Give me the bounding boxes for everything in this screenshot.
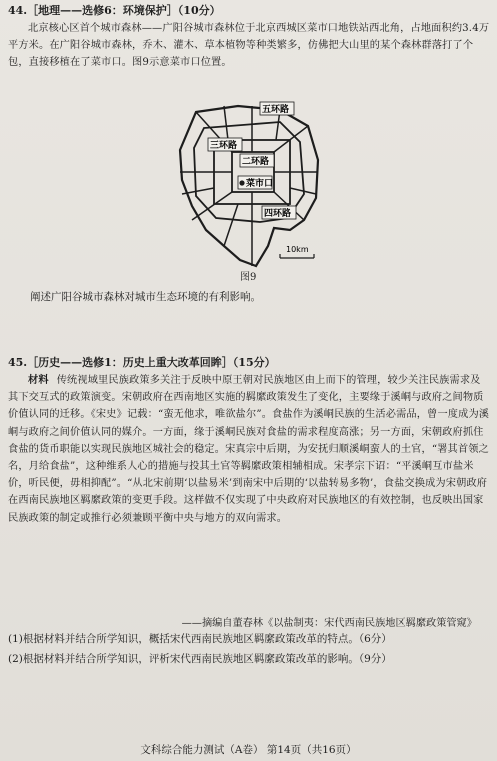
figure-caption: 图9 xyxy=(240,272,257,283)
q45-sub2: (2)根据材料并结合所学知识，评析宋代西南民族地区羁縻政策改革的影响。（9分） xyxy=(8,653,392,665)
label-ring-2: 二环路 xyxy=(242,157,270,167)
q44-intro: 北京核心区首个城市森林——广阳谷城市森林位于北京西城区菜市口地铁站西北角，占地面积约3.4万平方米。在广阳谷城市森林，乔木、灌木、草本植物等种类繁多，仿佛把大山里的某个森林群落打了个包，直接移植在了菜市口。图9示意菜市口位置。 xyxy=(8,23,490,69)
q45-material xyxy=(8,372,490,527)
scale-bar xyxy=(280,254,314,258)
q44-header: 44.［地理——选修6：环境保护］（10分） xyxy=(8,4,221,17)
figure-9-map xyxy=(168,90,328,280)
label-caishikou: 菜市口 xyxy=(246,179,274,189)
material-text: 传统视域里民族政策多关注于反映中原王朝对民族地区由上而下的管理，较少关注民族需求及其下交互式的政策演变。宋朝政府在西南地区实施的羁縻政策发生了变化，主要缘于溪峒与政府之间物质价值认同的迁移。《宋史》记载：“蛮无他求，唯欲盐尔”。食盐作为溪峒民族的生活必需品，曾一度成为溪峒与政府之间价值认同的媒介。一方面，缘于溪峒民族对食盐的需求程度高涨；另一方面，宋朝政府抓住食盐的货币职能以实现民族地区城社会的稳定。宋真宗中后期，为安抚归顺溪峒蛮人的土官，“署其首领之名，月给食盐”，这种维系人心的措施与投其土官等羁縻政策相辅相成。宋孝宗下诏：“平溪峒互市盐米价，听民便，毋相抑配”。“从北宋前期‘以盐易米’到南宋中后期的‘以盐转易多物’，食盐交换成为宋朝政府在西南民族地区羁縻政策的变更手段。这样做不仅实现了中央政府对民族地区的有效控制，也反映出国家民族政策的制定或推行必须兼顾平衡中央与地方的双向需求。 xyxy=(8,375,490,524)
material-source: ——摘编自董春林《以盐制夷：宋代西南民族地区羁縻政策管窥》 xyxy=(181,618,477,629)
label-ring-5: 五环路 xyxy=(262,105,290,115)
scale-label: 10km xyxy=(286,245,309,254)
q45-header: 45.［历史——选修1：历史上重大改革回眸］（15分） xyxy=(8,356,276,369)
q44-question: 阐述广阳谷城市森林对城市生态环境的有利影响。 xyxy=(30,291,261,303)
page-footer: 文科综合能力测试（A卷） 第14页（共16页） xyxy=(140,744,357,756)
caishikou-dot xyxy=(239,180,244,185)
label-ring-4: 四环路 xyxy=(264,209,292,219)
material-label: 材料 xyxy=(28,374,49,386)
label-ring-3: 三环路 xyxy=(210,141,238,151)
q45-sub1: (1)根据材料并结合所学知识，概括宋代西南民族地区羁縻政策改革的特点。（6分） xyxy=(8,633,392,645)
